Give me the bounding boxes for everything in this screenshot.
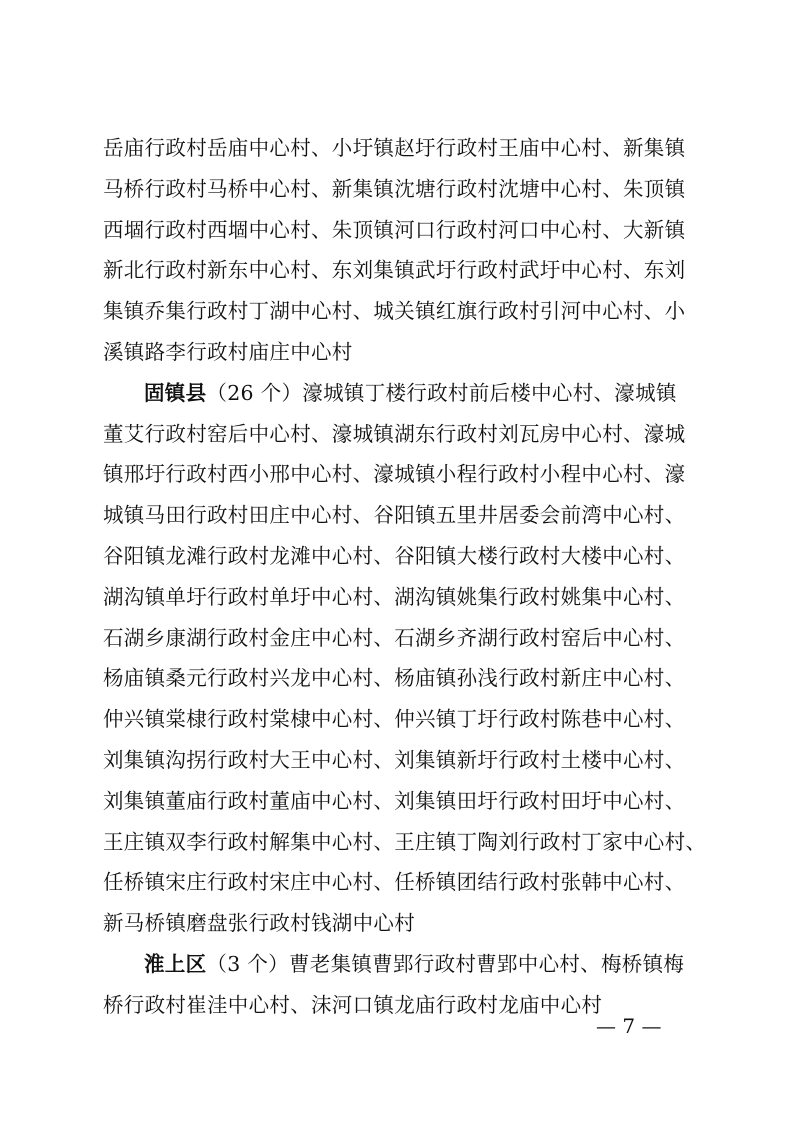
paragraph-guzhen-county xyxy=(103,373,707,944)
text-line: 石湖乡康湖行政村金庄中心村、石湖乡齐湖行政村窑后中心村、 xyxy=(103,625,686,650)
text-line: 新北行政村新东中心村、东刘集镇武圩行政村武圩中心村、东刘 xyxy=(103,258,686,283)
text-line: 刘集镇董庙行政村董庙中心村、刘集镇田圩行政村田圩中心村、 xyxy=(103,788,686,813)
text-line: 马桥行政村马桥中心村、新集镇沈塘行政村沈塘中心村、朱顶镇 xyxy=(103,176,686,201)
text-line: 镇邢圩行政村西小邢中心村、濠城镇小程行政村小程中心村、濠 xyxy=(103,462,686,487)
text-line: 谷阳镇龙滩行政村龙滩中心村、谷阳镇大楼行政村大楼中心村、 xyxy=(103,543,686,568)
district-heading: 淮上区 xyxy=(144,951,207,976)
text-line-rest: 濠城镇丁楼行政村前后楼中心村、濠城镇 xyxy=(302,380,677,405)
text-line xyxy=(103,373,703,414)
county-heading: 固镇县 xyxy=(144,380,207,405)
text-line: 仲兴镇棠棣行政村棠棣中心村、仲兴镇丁圩行政村陈巷中心村、 xyxy=(103,707,686,732)
text-line: 刘集镇沟拐行政村大王中心村、刘集镇新圩行政村土楼中心村、 xyxy=(103,747,686,772)
text-line: 董艾行政村窑后中心村、濠城镇湖东行政村刘瓦房中心村、濠城 xyxy=(103,421,686,446)
text-line: 城镇马田行政村田庄中心村、谷阳镇五里井居委会前湾中心村、 xyxy=(103,503,686,528)
text-line: 湖沟镇单圩行政村单圩中心村、湖沟镇姚集行政村姚集中心村、 xyxy=(103,584,686,609)
text-line: 任桥镇宋庄行政村宋庄中心村、任桥镇团结行政村张韩中心村、 xyxy=(103,870,686,895)
text-line: 桥行政村崔洼中心村、沫河口镇龙庙行政村龙庙中心村 xyxy=(103,992,603,1017)
text-line-rest: 曹老集镇曹郢行政村曹郢中心村、梅桥镇梅 xyxy=(288,951,685,976)
text-line xyxy=(103,944,703,985)
text-line: 杨庙镇桑元行政村兴龙中心村、杨庙镇孙浅行政村新庄中心村、 xyxy=(103,666,686,691)
text-line: 岳庙行政村岳庙中心村、小圩镇赵圩行政村王庙中心村、新集镇 xyxy=(103,136,686,160)
village-count: （3 个） xyxy=(206,951,289,976)
text-line: 集镇乔集行政村丁湖中心村、城关镇红旗行政村引河中心村、小 xyxy=(103,299,686,324)
text-line: 王庄镇双李行政村解集中心村、王庄镇丁陶刘行政村丁家中心村、 xyxy=(103,829,707,854)
paragraph-continuation xyxy=(103,128,703,373)
text-line: 西堌行政村西堌中心村、朱顶镇河口行政村河口中心村、大新镇 xyxy=(103,217,686,242)
village-count: （26 个） xyxy=(206,380,303,405)
page-number: — 7 — xyxy=(596,1014,662,1038)
text-line: 新马桥镇磨盘张行政村钱湖中心村 xyxy=(103,911,415,936)
document-body xyxy=(103,128,707,1026)
text-line: 溪镇路李行政村庙庄中心村 xyxy=(103,339,353,364)
